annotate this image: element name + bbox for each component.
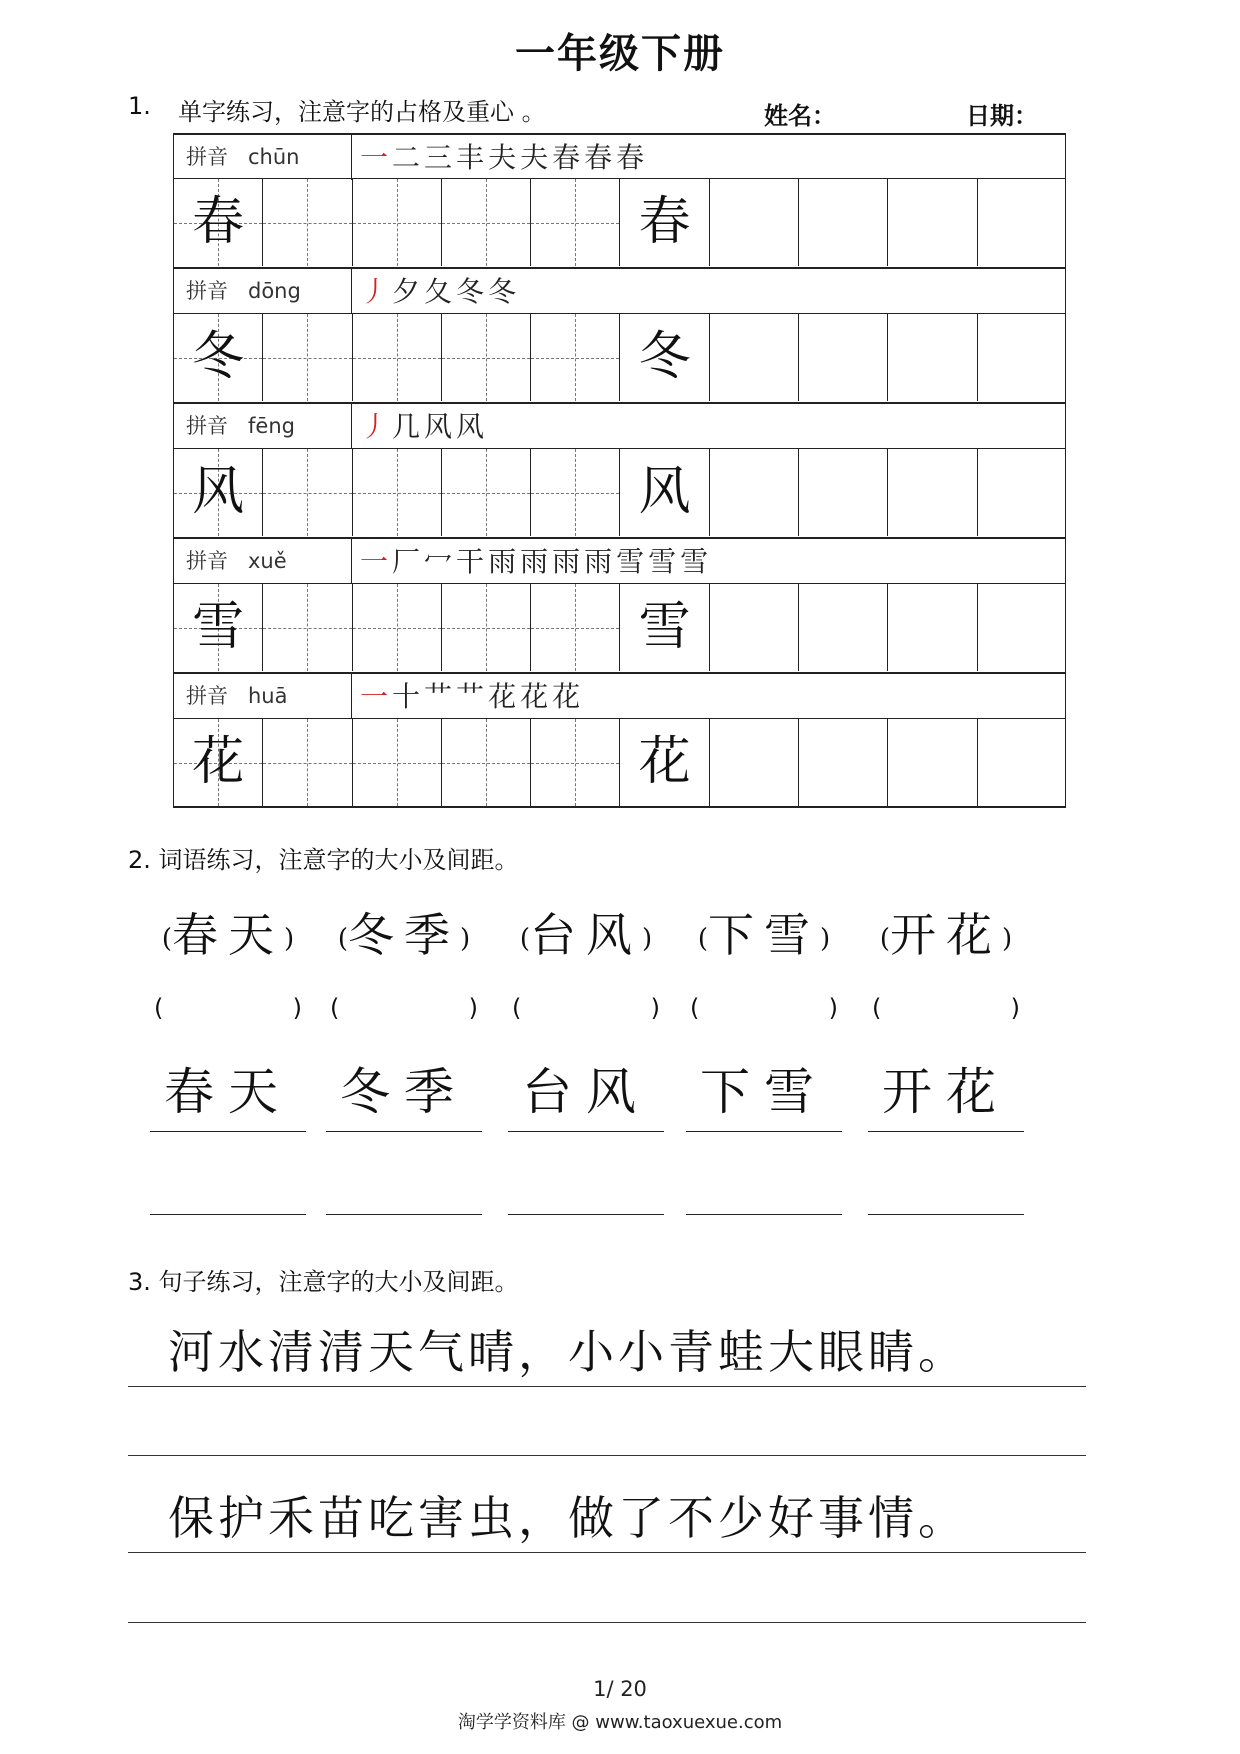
open-paren: (: [330, 994, 340, 1022]
pinyin-label: [174, 539, 352, 584]
tian-grid-cell[interactable]: [174, 314, 263, 401]
pinyin-label-text: 拼音: [186, 549, 228, 573]
tian-grid-cell[interactable]: [442, 719, 531, 806]
pinyin-label: [174, 674, 352, 719]
word-examples-row: [150, 900, 1120, 970]
stroke-step: 夫: [488, 141, 517, 174]
empty-parens[interactable]: [508, 988, 664, 1028]
char-block: [173, 403, 1066, 538]
sentence-2-blank-line[interactable]: [128, 1622, 1086, 1623]
pinyin-label: [174, 404, 352, 449]
word-with-parens: [508, 900, 664, 974]
section1-header: [128, 92, 1088, 130]
char-block: [173, 268, 1066, 403]
open-paren: (: [697, 924, 708, 954]
writing-box[interactable]: [710, 719, 799, 806]
stroke-order: [352, 404, 488, 449]
pinyin-row: [173, 673, 1066, 718]
writing-box[interactable]: [799, 449, 888, 536]
empty-parens[interactable]: [868, 988, 1024, 1028]
close-paren: ): [284, 924, 295, 954]
pinyin-label: [174, 269, 352, 314]
stroke-step: 二: [392, 141, 421, 174]
stroke-order: [352, 674, 584, 719]
stroke-step: 几: [392, 410, 421, 443]
stroke-step: 丿: [360, 410, 389, 443]
writing-box[interactable]: [799, 719, 888, 806]
char-block: [173, 538, 1066, 673]
empty-parens[interactable]: [150, 988, 306, 1028]
stroke-step: 十: [392, 680, 421, 713]
word-text: 冬季: [348, 908, 460, 962]
stroke-step: 雨: [552, 545, 581, 578]
stroke-step: 厂: [392, 545, 421, 578]
character-practice-grid: [173, 133, 1066, 808]
stroke-step: 风: [424, 410, 453, 443]
writing-box[interactable]: [799, 179, 888, 266]
page-number: 1/ 20: [593, 1677, 647, 1701]
pinyin-value: dōng: [248, 279, 301, 303]
tian-grid-cell[interactable]: [174, 719, 263, 806]
model-character: 冬: [638, 327, 691, 387]
model-character: 春: [192, 192, 245, 252]
writing-box[interactable]: [710, 449, 799, 536]
stroke-step: 花: [488, 680, 517, 713]
underlined-word: 春天: [150, 1060, 306, 1132]
writing-row: [173, 583, 1066, 673]
tian-grid-cell[interactable]: [531, 314, 620, 401]
section3-heading: 3. 句子练习，注意字的大小及间距。: [128, 1268, 519, 1296]
pinyin-label: [174, 135, 352, 180]
writing-box[interactable]: [710, 314, 799, 401]
pinyin-value: huā: [248, 684, 288, 708]
stroke-step: 艹: [424, 680, 453, 713]
writing-box[interactable]: [799, 314, 888, 401]
open-paren: (: [872, 994, 882, 1022]
open-paren: (: [519, 924, 530, 954]
word-text: 春天: [172, 908, 284, 962]
close-paren: ): [1010, 994, 1020, 1022]
underlined-word: 冬季: [326, 1060, 482, 1132]
tian-grid-cell[interactable]: [263, 719, 352, 806]
stroke-step: 丿: [360, 275, 389, 308]
writing-box[interactable]: [978, 719, 1067, 806]
pinyin-row: [173, 268, 1066, 313]
stroke-step: 一: [360, 680, 389, 713]
close-paren: ): [650, 994, 660, 1022]
word-blank-line[interactable]: [150, 1175, 306, 1215]
stroke-step: 夫: [520, 141, 549, 174]
tian-grid-cell[interactable]: [353, 314, 442, 401]
tian-grid-cell[interactable]: [442, 314, 531, 401]
writing-box[interactable]: [710, 179, 799, 266]
writing-row: [173, 313, 1066, 403]
model-character: 春: [638, 192, 691, 252]
pinyin-row: [173, 538, 1066, 583]
tian-grid-cell[interactable]: [353, 179, 442, 266]
writing-box[interactable]: [620, 314, 709, 401]
char-block: [173, 673, 1066, 808]
model-character: 冬: [192, 327, 245, 387]
tian-grid-cell[interactable]: [442, 179, 531, 266]
word-with-parens: [326, 900, 482, 974]
word-blank-line[interactable]: [508, 1175, 664, 1215]
writing-box[interactable]: [620, 719, 709, 806]
model-character: 花: [192, 732, 245, 792]
writing-box[interactable]: [978, 584, 1067, 671]
sentence-1: 河水清清天气晴，小小青蛙大眼睛。: [168, 1325, 968, 1379]
stroke-step: 冖: [424, 545, 453, 578]
tian-grid-cell[interactable]: [174, 449, 263, 536]
stroke-step: 花: [520, 680, 549, 713]
underlined-word: 下雪: [686, 1060, 842, 1132]
empty-parens[interactable]: [686, 988, 842, 1028]
open-paren: (: [161, 924, 172, 954]
word-underline-row: [150, 1060, 1120, 1132]
pinyin-label-text: 拼音: [186, 279, 228, 303]
tian-grid-cell[interactable]: [263, 584, 352, 671]
pinyin-row: [173, 133, 1066, 178]
stroke-order: [352, 269, 520, 314]
stroke-step: 春: [584, 141, 613, 174]
tian-grid-cell[interactable]: [353, 719, 442, 806]
word-text: 下雪: [708, 908, 820, 962]
model-character: 雪: [192, 597, 245, 657]
writing-box[interactable]: [620, 584, 709, 671]
word-blank-line[interactable]: [326, 1175, 482, 1215]
stroke-step: 雪: [680, 545, 709, 578]
word-with-parens: [150, 900, 306, 974]
stroke-step: 一: [360, 545, 389, 578]
stroke-step: 春: [552, 141, 581, 174]
stroke-step: 风: [456, 410, 485, 443]
open-paren: (: [512, 994, 522, 1022]
model-character: 雪: [638, 597, 691, 657]
pinyin-label-text: 拼音: [186, 414, 228, 438]
word-with-parens: [686, 900, 842, 974]
stroke-order: [352, 135, 648, 180]
pinyin-value: chūn: [248, 145, 300, 169]
close-paren: ): [820, 924, 831, 954]
pinyin-label-text: 拼音: [186, 145, 228, 169]
tian-grid-cell[interactable]: [174, 584, 263, 671]
underlined-word: 台风: [508, 1060, 664, 1132]
tian-grid-cell[interactable]: [263, 179, 352, 266]
stroke-step: 一: [360, 141, 389, 174]
page-title: 一年级下册: [515, 31, 725, 77]
stroke-step: 雨: [488, 545, 517, 578]
writing-box[interactable]: [978, 449, 1067, 536]
tian-grid-cell[interactable]: [263, 314, 352, 401]
writing-box[interactable]: [888, 314, 977, 401]
stroke-step: 春: [616, 141, 645, 174]
section2-heading: 2. 词语练习，注意字的大小及间距。: [128, 846, 519, 874]
writing-box[interactable]: [888, 449, 977, 536]
char-block: [173, 133, 1066, 268]
section1-heading: 单字练习，注意字的占格及重心 。: [178, 98, 546, 126]
stroke-step: 雪: [648, 545, 677, 578]
stroke-step: 雨: [520, 545, 549, 578]
model-character: 风: [638, 462, 691, 522]
stroke-step: 夂: [424, 275, 453, 308]
word-with-parens: [868, 900, 1024, 974]
open-paren: (: [337, 924, 348, 954]
tian-grid-cell[interactable]: [531, 179, 620, 266]
open-paren: (: [690, 994, 700, 1022]
close-paren: ): [1002, 924, 1013, 954]
underlined-word: 开花: [868, 1060, 1024, 1132]
writing-box[interactable]: [978, 314, 1067, 401]
sentence-1-line: [128, 1386, 1086, 1387]
tian-grid-cell[interactable]: [353, 449, 442, 536]
writing-box[interactable]: [620, 179, 709, 266]
writing-box[interactable]: [978, 179, 1067, 266]
writing-box[interactable]: [888, 179, 977, 266]
writing-box[interactable]: [888, 584, 977, 671]
writing-row: [173, 718, 1066, 808]
model-character: 花: [638, 732, 691, 792]
stroke-step: 三: [424, 141, 453, 174]
stroke-step: 冬: [456, 275, 485, 308]
close-paren: ): [642, 924, 653, 954]
writing-row: [173, 178, 1066, 268]
word-text: 台风: [530, 908, 642, 962]
writing-row: [173, 448, 1066, 538]
writing-box[interactable]: [620, 449, 709, 536]
tian-grid-cell[interactable]: [531, 719, 620, 806]
stroke-step: 冬: [488, 275, 517, 308]
close-paren: ): [292, 994, 302, 1022]
word-blank-line[interactable]: [686, 1175, 842, 1215]
empty-parens[interactable]: [326, 988, 482, 1028]
pinyin-row: [173, 403, 1066, 448]
stroke-step: 艹: [456, 680, 485, 713]
date-label: 日期：: [966, 102, 1038, 130]
tian-grid-cell[interactable]: [531, 584, 620, 671]
tian-grid-cell[interactable]: [263, 449, 352, 536]
word-empty-paren-row: [150, 988, 1120, 1028]
sentence-2-line: [128, 1552, 1086, 1553]
section1-number: 1.: [128, 92, 151, 120]
tian-grid-cell[interactable]: [442, 584, 531, 671]
stroke-step: 丰: [456, 141, 485, 174]
tian-grid-cell[interactable]: [174, 179, 263, 266]
sentence-1-blank-line[interactable]: [128, 1455, 1086, 1456]
close-paren: ): [460, 924, 471, 954]
open-paren: (: [879, 924, 890, 954]
stroke-step: 雪: [616, 545, 645, 578]
writing-box[interactable]: [799, 584, 888, 671]
stroke-step: 花: [552, 680, 581, 713]
pinyin-value: xuě: [248, 549, 287, 573]
open-paren: (: [154, 994, 164, 1022]
tian-grid-cell[interactable]: [531, 449, 620, 536]
stroke-order: [352, 539, 712, 584]
tian-grid-cell[interactable]: [353, 584, 442, 671]
close-paren: ): [468, 994, 478, 1022]
word-blank-line[interactable]: [868, 1175, 1024, 1215]
model-character: 风: [192, 462, 245, 522]
word-blank-row: [150, 1175, 1120, 1215]
writing-box[interactable]: [888, 719, 977, 806]
pinyin-label-text: 拼音: [186, 684, 228, 708]
close-paren: ): [828, 994, 838, 1022]
writing-box[interactable]: [710, 584, 799, 671]
sentence-2: 保护禾苗吃害虫，做了不少好事情。: [168, 1491, 968, 1545]
name-label: 姓名：: [764, 102, 836, 130]
footer-site: 淘学学资料库 @ www.taoxuexue.com: [457, 1712, 783, 1733]
stroke-step: 雨: [584, 545, 613, 578]
tian-grid-cell[interactable]: [442, 449, 531, 536]
stroke-step: 夕: [392, 275, 421, 308]
stroke-step: 干: [456, 545, 485, 578]
word-text: 开花: [890, 908, 1002, 962]
pinyin-value: fēng: [248, 414, 295, 438]
